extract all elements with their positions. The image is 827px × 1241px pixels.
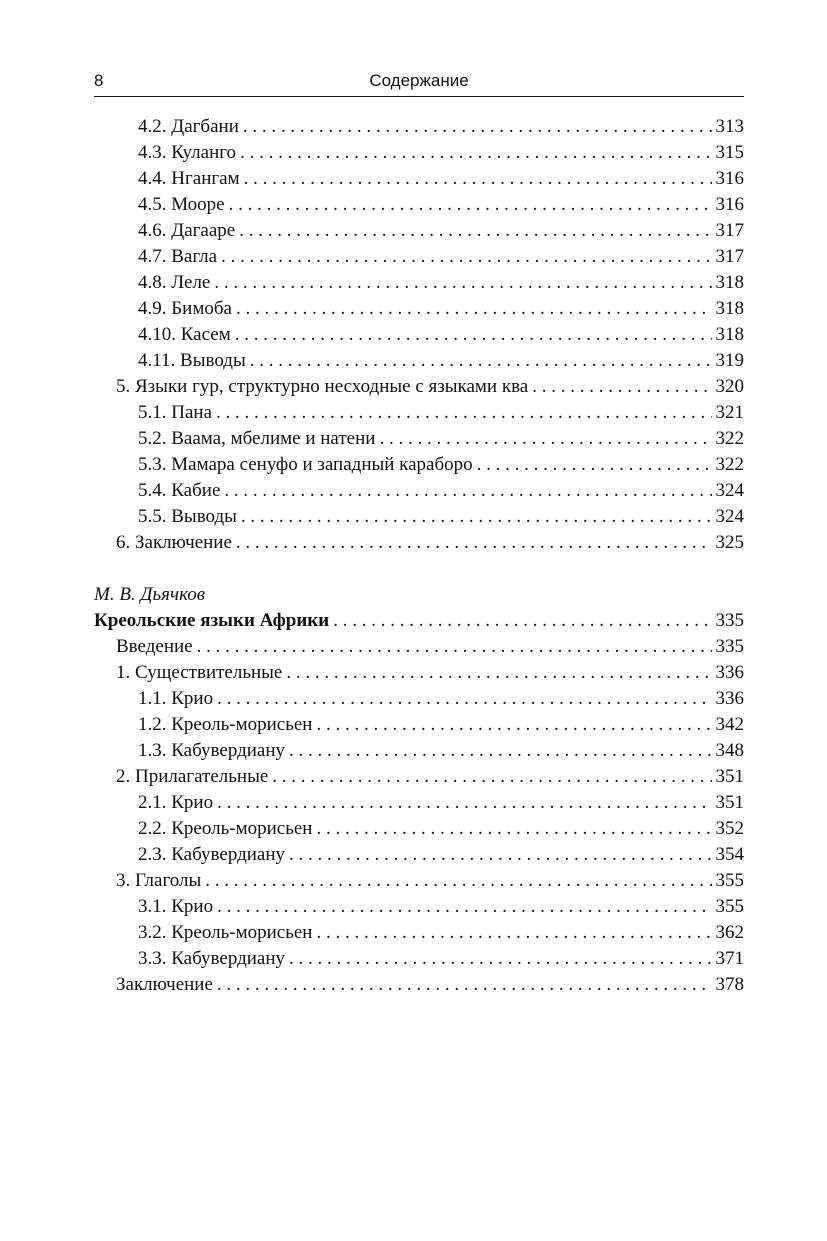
toc-entry-page: 318 (715, 272, 744, 293)
toc-entry-page: 378 (715, 974, 744, 995)
toc-entry (94, 140, 744, 166)
toc-leader-dots (250, 348, 712, 374)
toc-entry-page: 336 (715, 688, 744, 709)
toc-entry-page: 315 (715, 142, 744, 163)
toc-entry-page: 321 (715, 402, 744, 423)
toc-leader-dots (217, 686, 711, 712)
toc-entry-label: 3.1. Крио (138, 896, 214, 917)
toc-entry (94, 478, 744, 504)
toc-entry-page: 316 (715, 168, 744, 189)
toc-entry (94, 166, 744, 192)
toc-entry-label: 2.2. Креоль-морисьен (138, 818, 313, 839)
toc-leader-dots (289, 842, 711, 868)
toc-entry (94, 946, 744, 972)
toc-leader-dots (244, 166, 712, 192)
toc-entry-page: 316 (715, 194, 744, 215)
toc-entry-page: 342 (715, 714, 744, 735)
toc-leader-dots (229, 192, 712, 218)
toc-entry (94, 322, 744, 348)
toc-leader-dots (316, 920, 711, 946)
toc-leader-dots (379, 426, 711, 452)
toc-entry-page: 318 (715, 298, 744, 319)
table-of-contents (94, 114, 744, 998)
toc-entry-page: 351 (715, 792, 744, 813)
toc-entry-label: 4.4. Нгангам (138, 168, 240, 189)
toc-entry (94, 842, 744, 868)
toc-entry-page: 320 (715, 376, 744, 397)
toc-entry (94, 270, 744, 296)
toc-entry (94, 218, 744, 244)
toc-entry (94, 686, 744, 712)
toc-entry-page: 362 (715, 922, 744, 943)
toc-leader-dots (241, 504, 712, 530)
toc-leader-dots (205, 868, 711, 894)
toc-leader-dots (217, 894, 711, 920)
toc-entry-label: 5.4. Кабие (138, 480, 221, 501)
toc-entry-page: 324 (715, 480, 744, 501)
toc-entry-label: 4.9. Бимоба (138, 298, 232, 319)
toc-entry-page: 317 (715, 246, 744, 267)
toc-entry-page: 335 (715, 636, 744, 657)
toc-entry-label: Введение (116, 636, 193, 657)
toc-entry (94, 374, 744, 400)
toc-entry-page: 351 (715, 766, 744, 787)
toc-leader-dots (221, 244, 711, 270)
toc-leader-dots (316, 712, 711, 738)
toc-leader-dots (236, 530, 712, 556)
author-name: М. В. Дьячков (94, 584, 205, 605)
section-gap (94, 556, 744, 582)
toc-leader-dots (286, 660, 711, 686)
toc-entry-label: 3.3. Кабувердиану (138, 948, 286, 969)
toc-leader-dots (289, 946, 711, 972)
toc-entry (94, 894, 744, 920)
toc-leader-dots (197, 634, 712, 660)
toc-leader-dots (214, 270, 711, 296)
toc-entry-page: 319 (715, 350, 744, 371)
toc-leader-dots (236, 296, 712, 322)
toc-entry-label: 4.11. Выводы (138, 350, 246, 371)
toc-entry-label: 4.10. Касем (138, 324, 231, 345)
chapter-title: Креольские языки Африки (94, 610, 330, 631)
toc-entry-page: 352 (715, 818, 744, 839)
toc-entry-page: 324 (715, 506, 744, 527)
toc-entry-page: 371 (715, 948, 744, 969)
toc-entry-page: 318 (715, 324, 744, 345)
toc-entry-page: 354 (715, 844, 744, 865)
toc-entry (94, 816, 744, 842)
toc-leader-dots (532, 374, 711, 400)
toc-leader-dots (477, 452, 712, 478)
toc-leader-dots (289, 738, 711, 764)
toc-entry-label: 3. Глаголы (116, 870, 202, 891)
toc-entry-label: 4.7. Вагла (138, 246, 218, 267)
toc-entry-page: 313 (715, 116, 744, 137)
toc-leader-dots (239, 218, 711, 244)
toc-entry (94, 660, 744, 686)
toc-entry-page: 317 (715, 220, 744, 241)
toc-entry (94, 426, 744, 452)
toc-entry-label: 1.1. Крио (138, 688, 214, 709)
toc-leader-dots (216, 400, 711, 426)
running-title: Содержание (369, 71, 469, 90)
toc-leader-dots (240, 140, 711, 166)
chapter-page: 335 (715, 610, 744, 631)
toc-entry-label: 4.3. Куланго (138, 142, 237, 163)
toc-entry-label: 5. Языки гур, структурно несходные с языками ква (116, 376, 529, 397)
toc-entry (94, 400, 744, 426)
toc-entry (94, 504, 744, 530)
toc-entry-label: 6. Заключение (116, 532, 232, 553)
toc-entry (94, 244, 744, 270)
toc-entry-label: 4.6. Дагааре (138, 220, 236, 241)
toc-entry-page: 355 (715, 896, 744, 917)
page-number: 8 (94, 71, 104, 90)
toc-leader-dots (217, 972, 712, 998)
running-header (94, 70, 744, 97)
toc-leader-dots (243, 114, 712, 140)
toc-entry (94, 920, 744, 946)
toc-entry-label: 3.2. Креоль-морисьен (138, 922, 313, 943)
toc-entry-label: 1.3. Кабувердиану (138, 740, 286, 761)
toc-entry-label: 5.1. Пана (138, 402, 213, 423)
toc-entry (94, 348, 744, 374)
toc-entry-page: 355 (715, 870, 744, 891)
toc-entry-page: 336 (715, 662, 744, 683)
toc-entry-label: 2.1. Крио (138, 792, 214, 813)
toc-entry (94, 114, 744, 140)
toc-leader-dots (224, 478, 711, 504)
toc-entry (94, 192, 744, 218)
toc-entry-label: 1.2. Креоль-морисьен (138, 714, 313, 735)
toc-entry (94, 634, 744, 660)
toc-entry-label: 4.2. Дагбани (138, 116, 239, 137)
toc-entry-label: 5.5. Выводы (138, 506, 237, 527)
toc-entry (94, 452, 744, 478)
toc-leader-dots (333, 608, 711, 634)
toc-entry (94, 530, 744, 556)
toc-leader-dots (235, 322, 712, 348)
toc-entry-label: 2.3. Кабувердиану (138, 844, 286, 865)
toc-entry-label: 1. Существительные (116, 662, 283, 683)
toc-entry (94, 790, 744, 816)
toc-entry-label: 4.5. Мооре (138, 194, 225, 215)
toc-entry-label: Заключение (116, 974, 213, 995)
toc-entry-page: 322 (715, 428, 744, 449)
toc-entry-label: 4.8. Леле (138, 272, 211, 293)
toc-entry (94, 712, 744, 738)
toc-entry-label: 5.2. Ваама, мбелиме и натени (138, 428, 376, 449)
toc-leader-dots (272, 764, 711, 790)
toc-entry (94, 764, 744, 790)
toc-entry (94, 296, 744, 322)
toc-leader-dots (316, 816, 711, 842)
chapter-entry (94, 608, 744, 634)
toc-entry-page: 348 (715, 740, 744, 761)
toc-entry-label: 2. Прилагательные (116, 766, 269, 787)
toc-leader-dots (217, 790, 711, 816)
toc-entry (94, 738, 744, 764)
toc-entry (94, 868, 744, 894)
toc-entry (94, 972, 744, 998)
toc-entry-page: 325 (715, 532, 744, 553)
toc-entry-page: 322 (715, 454, 744, 475)
toc-entry-label: 5.3. Мамара сенуфо и западный караборо (138, 454, 473, 475)
